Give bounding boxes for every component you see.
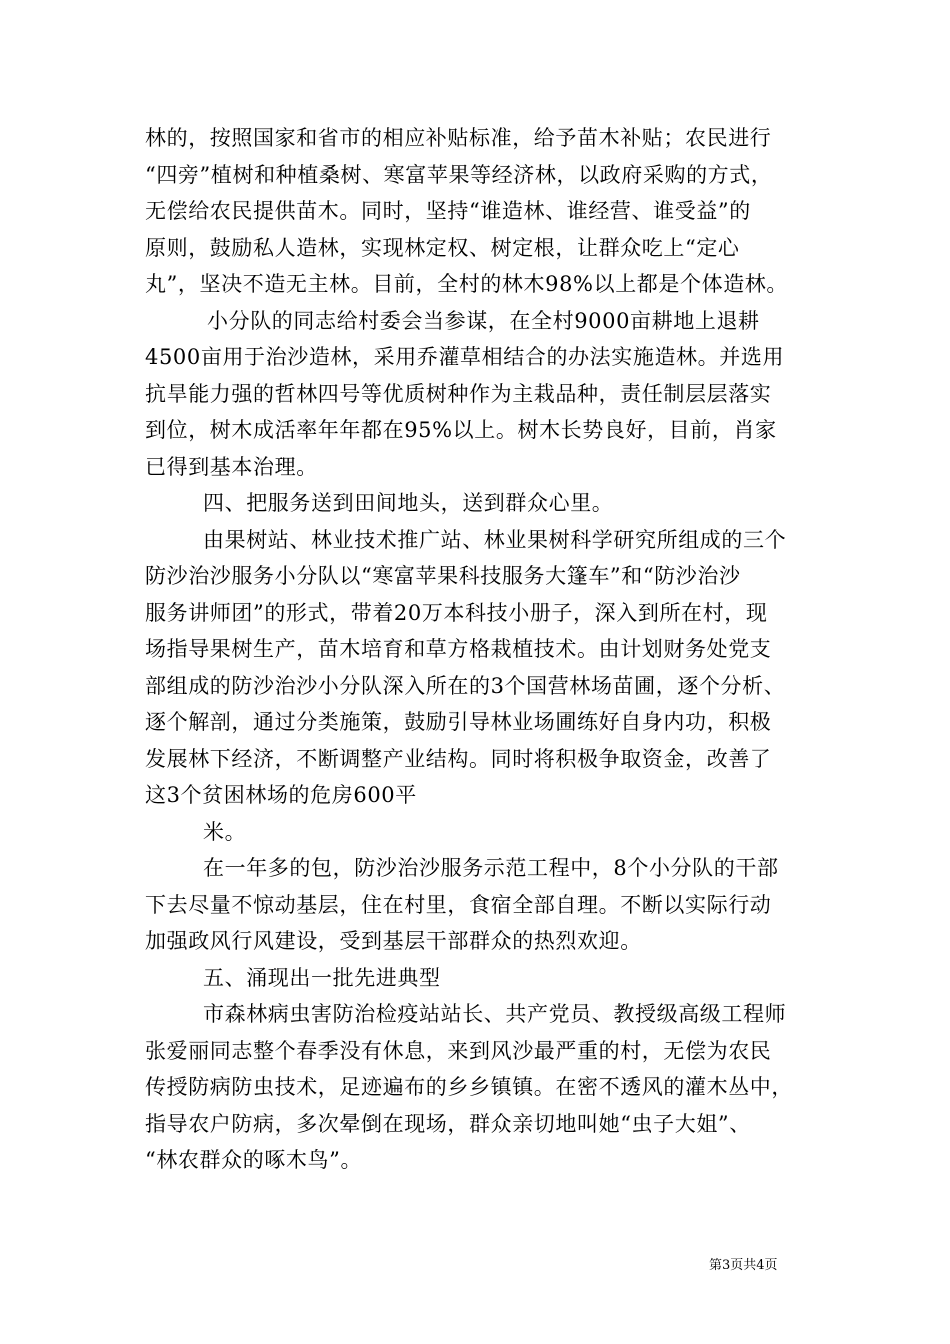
text-line: 原则，鼓励私人造林，实现林定权、树定根，让群众吃上“定心 [145, 235, 740, 260]
text-line: 张爱丽同志整个春季没有休息，来到风沙最严重的村，无偿为农民 [145, 1038, 772, 1063]
text-line: 由果树站、林业技术推广站、林业果树科学研究所组成的三个 [203, 527, 787, 552]
text-line: 市森林病虫害防治检疫站站长、共产党员、教授级高级工程师 [203, 1002, 787, 1026]
text-line: 部组成的防沙治沙小分队深入所在的3个国营林场苗圃，逐个分析、 [145, 673, 786, 698]
text-line: 加强政风行风建设，受到基层干部群众的热烈欢迎。 [145, 929, 642, 953]
text-line: 已得到基本治理。 [145, 454, 318, 479]
text-line: 丸”，坚决不造无主林。目前，全村的林木98%以上都是个体造林。 [145, 272, 789, 296]
text-line: 逐个解剖，通过分类施策，鼓励引导林业场圃练好自身内功，积极 [145, 710, 772, 734]
text-line: 米。 [203, 819, 247, 844]
text-line: 服务讲师团”的形式，带着20万本科技小册子，深入到所在村，现 [145, 600, 768, 625]
text-line: 无偿给农民提供苗木。同时，坚持“谁造林、谁经营、谁受益”的 [145, 199, 751, 223]
text-line: 抗旱能力强的哲林四号等优质树种作为主栽品种，责任制层层落实 [145, 381, 772, 406]
text-line: 场指导果树生产，苗木培育和草方格栽植技术。由计划财务处党支 [145, 637, 772, 661]
section-heading: 五、涌现出一批先进典型 [203, 965, 441, 990]
text-line: 在一年多的包，防沙治沙服务示范工程中，8个小分队的干部 [203, 856, 779, 880]
text-line: “四旁”植树和种植桑树、寒富苹果等经济林，以政府采购的方式， [145, 162, 773, 187]
body-text [145, 120, 810, 1179]
text-line: 发展林下经济，不断调整产业结构。同时将积极争取资金，改善了 [145, 746, 772, 771]
page-number: 第3页共4页 [709, 1258, 778, 1273]
section-heading: 四、把服务送到田间地头，送到群众心里。 [203, 491, 614, 515]
text-line: 这3个贫困林场的危房600平 [145, 783, 417, 807]
text-line: 防沙治沙服务小分队以“寒富苹果科技服务大篷车”和“防沙治沙 [145, 564, 741, 588]
text-line: 4500亩用于治沙造林，采用乔灌草相结合的办法实施造林。并选用 [145, 345, 785, 369]
text-line: 小分队的同志给村委会当参谋，在全村9000亩耕地上退耕 [207, 308, 760, 333]
text-line: 下去尽量不惊动基层，住在村里，食宿全部自理。不断以实际行动 [145, 892, 772, 917]
text-line: 指导农户防病，多次晕倒在现场，群众亲切地叫她“虫子大姐”、 [145, 1111, 751, 1136]
text-line: “林农群众的啄木鸟”。 [145, 1148, 363, 1172]
text-line: 传授防病防虫技术，足迹遍布的乡乡镇镇。在密不透风的灌木丛中， [145, 1075, 793, 1099]
text-line: 到位，树木成活率年年都在95%以上。树木长势良好，目前，肖家 [145, 418, 777, 442]
text-line: 林的，按照国家和省市的相应补贴标准，给予苗木补贴；农民进行 [145, 126, 772, 150]
